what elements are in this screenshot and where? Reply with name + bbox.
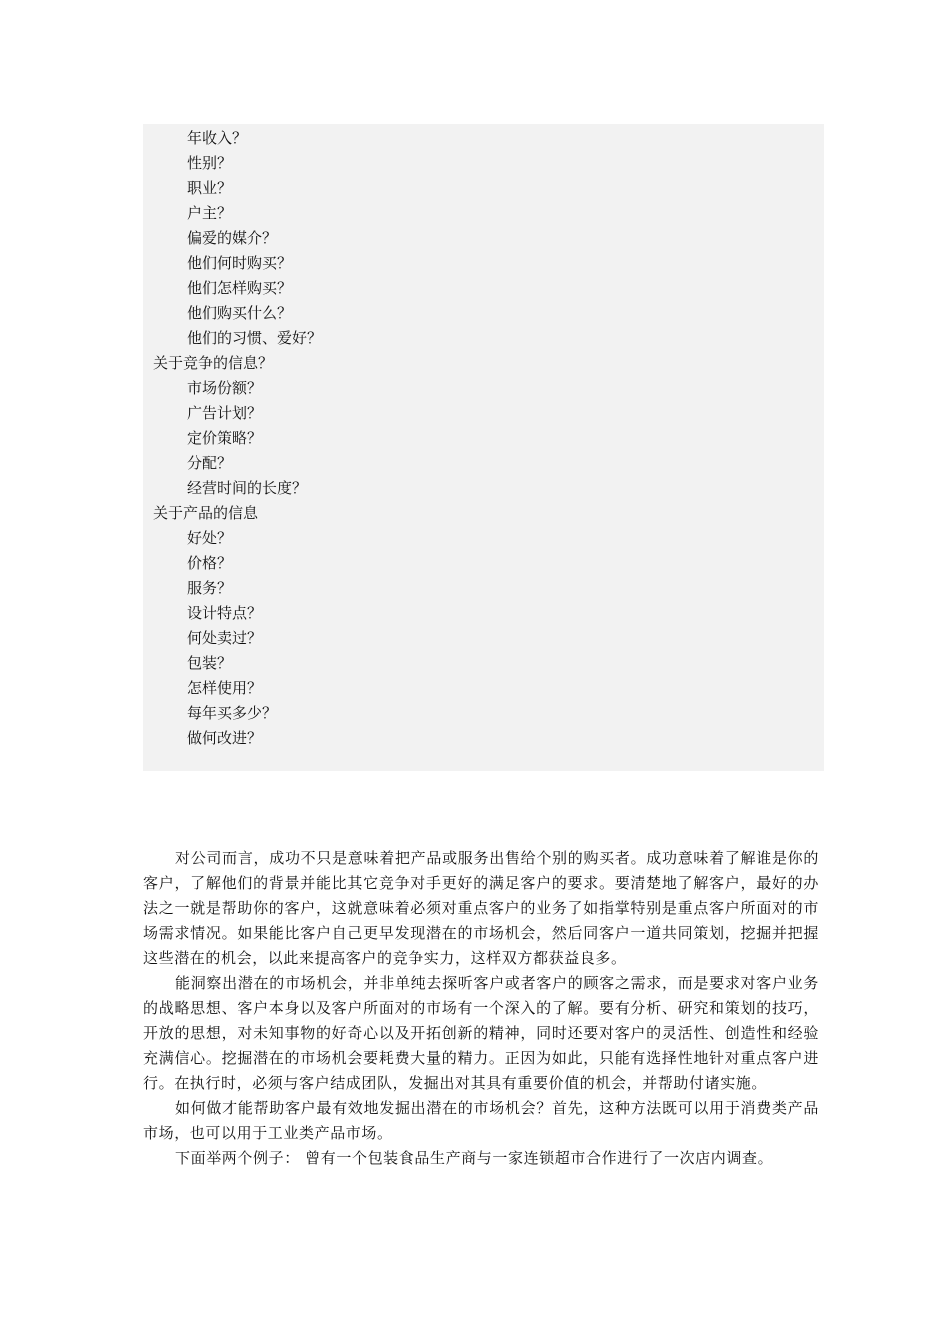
paragraph: 对公司而言，成功不只是意味着把产品或服务出售给个别的购买者。成功意味着了解谁是你的客户，了解他们的背景并能比其它竞争对手更好的满足客户的要求。要清楚地了解客户，最好的办法之一就是帮助你的客户，这就意味着必须对重点客户的业务了如指掌特别是重点客户所面对的市场需求情况。如果能比客户自己更早发现潜在的市场机会，然后同客户一道共同策划，挖掘并把握这些潜在的机会，以此来提高客户的竞争实力，这样双方都获益良多。 xyxy=(143,849,819,967)
list-item: 年收入？ xyxy=(187,129,248,147)
list-item: 分配？ xyxy=(187,454,233,472)
section-heading-product: 关于产品的信息 xyxy=(153,504,259,522)
list-item: 何处卖过？ xyxy=(187,629,263,647)
question-list xyxy=(143,126,824,751)
list-item: 他们购买什么？ xyxy=(187,304,293,322)
list-item: 偏爱的媒介？ xyxy=(187,229,278,247)
list-item: 性别？ xyxy=(187,154,233,172)
list-item: 服务？ xyxy=(187,579,233,597)
list-item: 包装？ xyxy=(187,654,233,672)
paragraph: 能洞察出潜在的市场机会，并非单纯去探听客户或者客户的顾客之需求，而是要求对客户业务的战略思想、客户本身以及客户所面对的市场有一个深入的了解。要有分析、研究和策划的技巧，开放的思想，对未知事物的好奇心以及开拓创新的精神，同时还要对客户的灵活性、创造性和经验充满信心。挖掘潜在的市场机会要耗费大量的精力。正因为如此，只能有选择性地针对重点客户进行。在执行时，必须与客户结成团队，发掘出对其具有重要价值的机会，并帮助付诸实施。 xyxy=(143,974,819,1092)
list-item: 做何改进？ xyxy=(187,729,263,747)
list-item: 好处？ xyxy=(187,529,233,547)
list-item: 价格？ xyxy=(187,554,233,572)
list-item: 市场份额？ xyxy=(187,379,263,397)
section-heading-competition: 关于竞争的信息？ xyxy=(153,354,274,372)
paragraph: 下面举两个例子： 曾有一个包装食品生产商与一家连锁超市合作进行了一次店内调查。 xyxy=(175,1149,774,1167)
paragraph: 如何做才能帮助客户最有效地发掘出潜在的市场机会？首先，这种方法既可以用于消费类产品市场，也可以用于工业类产品市场。 xyxy=(143,1099,819,1142)
list-item: 设计特点？ xyxy=(187,604,263,622)
list-item: 每年买多少？ xyxy=(187,704,278,722)
body-text xyxy=(143,846,819,1171)
list-item: 户主？ xyxy=(187,204,233,222)
question-list-box xyxy=(143,124,824,771)
list-item: 定价策略？ xyxy=(187,429,263,447)
list-item: 他们的习惯、爱好？ xyxy=(187,329,323,347)
list-item: 广告计划？ xyxy=(187,404,263,422)
list-item: 怎样使用？ xyxy=(187,679,263,697)
list-item: 他们何时购买？ xyxy=(187,254,293,272)
list-item: 职业？ xyxy=(187,179,233,197)
list-item: 经营时间的长度？ xyxy=(187,479,308,497)
list-item: 他们怎样购买？ xyxy=(187,279,293,297)
